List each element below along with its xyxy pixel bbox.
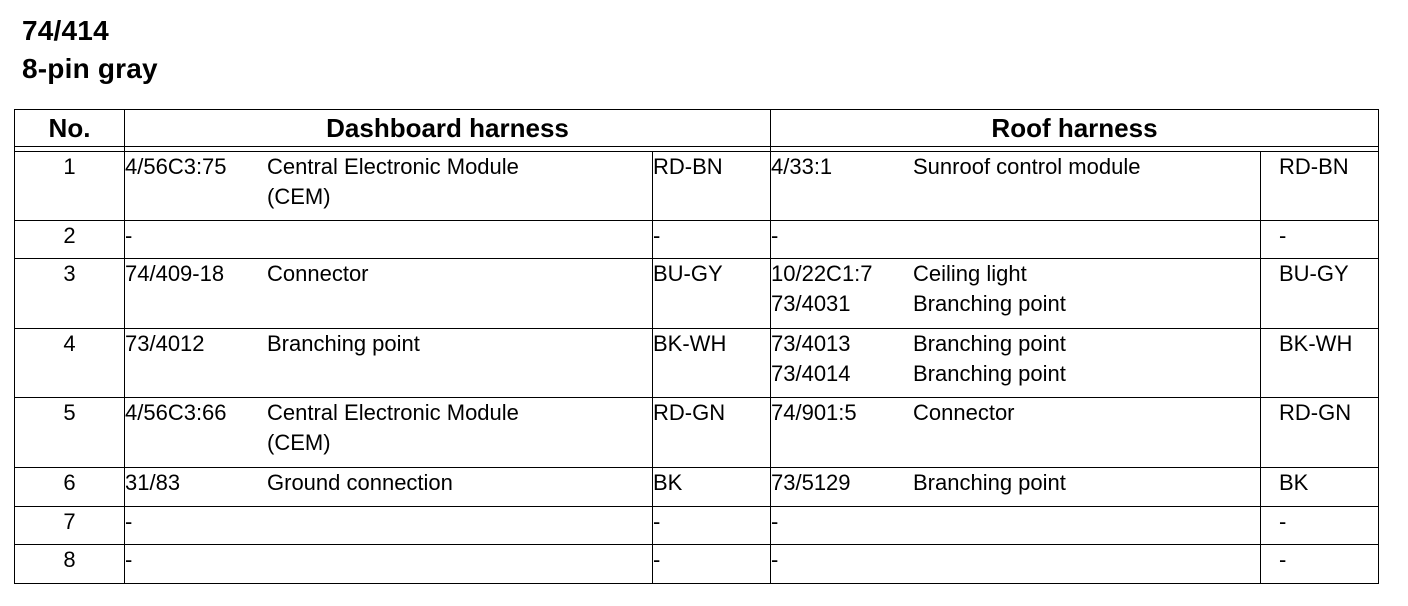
connection-description: Central Electronic Module xyxy=(267,400,519,425)
table-row xyxy=(15,507,1379,545)
connection-line xyxy=(771,329,1260,359)
dashboard-connection xyxy=(125,507,653,545)
dashboard-connection xyxy=(125,398,653,468)
dashboard-connection xyxy=(125,545,653,584)
table-row xyxy=(15,221,1379,259)
pin-assignment-table xyxy=(14,109,1379,584)
roof-wire-color: - xyxy=(1261,221,1379,259)
connection-line xyxy=(771,259,1260,289)
connector-type-title: 8-pin gray xyxy=(22,53,158,84)
dashboard-wire-color: BK-WH xyxy=(653,329,771,398)
connection-description: Branching point xyxy=(913,361,1066,386)
roof-wire-color: BU-GY xyxy=(1261,259,1379,329)
connection-line xyxy=(125,221,652,251)
connection-code: 73/5129 xyxy=(771,470,851,495)
connection-description: Connector xyxy=(267,261,369,286)
connection-code: 4/56C3:75 xyxy=(125,154,227,179)
roof-wire-color: - xyxy=(1261,507,1379,545)
roof-connection xyxy=(771,468,1261,507)
connection-description-continued: (CEM) xyxy=(267,184,331,209)
connection-code: - xyxy=(125,547,133,572)
connection-line xyxy=(125,468,652,498)
roof-connection xyxy=(771,329,1261,398)
table-row xyxy=(15,329,1379,398)
connection-code: 4/33:1 xyxy=(771,154,833,179)
table-row xyxy=(15,545,1379,584)
header-roof-harness: Roof harness xyxy=(771,110,1379,147)
pin-number: 2 xyxy=(15,221,125,259)
connection-line xyxy=(771,289,1260,319)
pin-number: 4 xyxy=(15,329,125,398)
connection-description: Branching point xyxy=(913,331,1066,356)
connection-description: Connector xyxy=(913,400,1015,425)
connection-line xyxy=(125,507,652,537)
connection-line xyxy=(125,152,652,182)
connection-code: - xyxy=(771,223,779,248)
connection-line xyxy=(771,398,1260,428)
connection-line xyxy=(771,507,1260,537)
connection-line xyxy=(125,398,652,428)
connection-description: Sunroof control module xyxy=(913,154,1141,179)
dashboard-wire-color: RD-BN xyxy=(653,152,771,221)
connection-line xyxy=(771,152,1260,182)
dashboard-connection xyxy=(125,152,653,221)
table-row xyxy=(15,468,1379,507)
connection-code: 74/409-18 xyxy=(125,261,225,286)
dashboard-wire-color: BK xyxy=(653,468,771,507)
connection-description: Branching point xyxy=(267,331,420,356)
roof-connection xyxy=(771,259,1261,329)
connection-line xyxy=(125,545,652,575)
roof-wire-color: - xyxy=(1261,545,1379,584)
connection-code: 31/83 xyxy=(125,470,181,495)
dashboard-wire-color: - xyxy=(653,545,771,584)
pin-number: 3 xyxy=(15,259,125,329)
roof-wire-color: BK-WH xyxy=(1261,329,1379,398)
connection-code: 74/901:5 xyxy=(771,400,857,425)
pin-number: 8 xyxy=(15,545,125,584)
roof-connection xyxy=(771,398,1261,468)
pin-number: 5 xyxy=(15,398,125,468)
table-row xyxy=(15,259,1379,329)
connection-code: 10/22C1:7 xyxy=(771,261,873,286)
dashboard-wire-color: RD-GN xyxy=(653,398,771,468)
table-header-row xyxy=(15,110,1379,147)
dashboard-connection xyxy=(125,221,653,259)
connection-line xyxy=(771,545,1260,575)
roof-wire-color: BK xyxy=(1261,468,1379,507)
connection-code: 73/4012 xyxy=(125,331,205,356)
dashboard-wire-color: - xyxy=(653,507,771,545)
connection-description: Central Electronic Module xyxy=(267,154,519,179)
pin-number: 1 xyxy=(15,152,125,221)
dashboard-connection xyxy=(125,259,653,329)
roof-connection xyxy=(771,152,1261,221)
connection-description: Branching point xyxy=(913,291,1066,316)
connection-line xyxy=(771,221,1260,251)
table-body xyxy=(15,152,1379,584)
roof-connection xyxy=(771,221,1261,259)
connection-code: 73/4031 xyxy=(771,291,851,316)
header-dashboard-harness: Dashboard harness xyxy=(125,110,771,147)
dashboard-wire-color: BU-GY xyxy=(653,259,771,329)
connection-line xyxy=(125,329,652,359)
connection-code: 4/56C3:66 xyxy=(125,400,227,425)
connection-description: Branching point xyxy=(913,470,1066,495)
dashboard-wire-color: - xyxy=(653,221,771,259)
connection-code: 73/4014 xyxy=(771,361,851,386)
roof-wire-color: RD-BN xyxy=(1261,152,1379,221)
connection-line xyxy=(771,359,1260,389)
connection-code: - xyxy=(771,509,779,534)
connection-line xyxy=(771,468,1260,498)
connection-code: 73/4013 xyxy=(771,331,851,356)
connection-code: - xyxy=(771,547,779,572)
connection-code: - xyxy=(125,509,133,534)
connection-line xyxy=(125,259,652,289)
roof-connection xyxy=(771,507,1261,545)
table-row xyxy=(15,152,1379,221)
dashboard-connection xyxy=(125,468,653,507)
connection-description-continued: (CEM) xyxy=(267,430,331,455)
connection-code: - xyxy=(125,223,133,248)
header-no: No. xyxy=(15,110,125,147)
dashboard-connection xyxy=(125,329,653,398)
connection-description: Ceiling light xyxy=(913,261,1027,286)
roof-wire-color: RD-GN xyxy=(1261,398,1379,468)
table-row xyxy=(15,398,1379,468)
pin-number: 6 xyxy=(15,468,125,507)
connection-description: Ground connection xyxy=(267,470,453,495)
roof-connection xyxy=(771,545,1261,584)
connector-id-title: 74/414 xyxy=(22,15,109,46)
pin-number: 7 xyxy=(15,507,125,545)
